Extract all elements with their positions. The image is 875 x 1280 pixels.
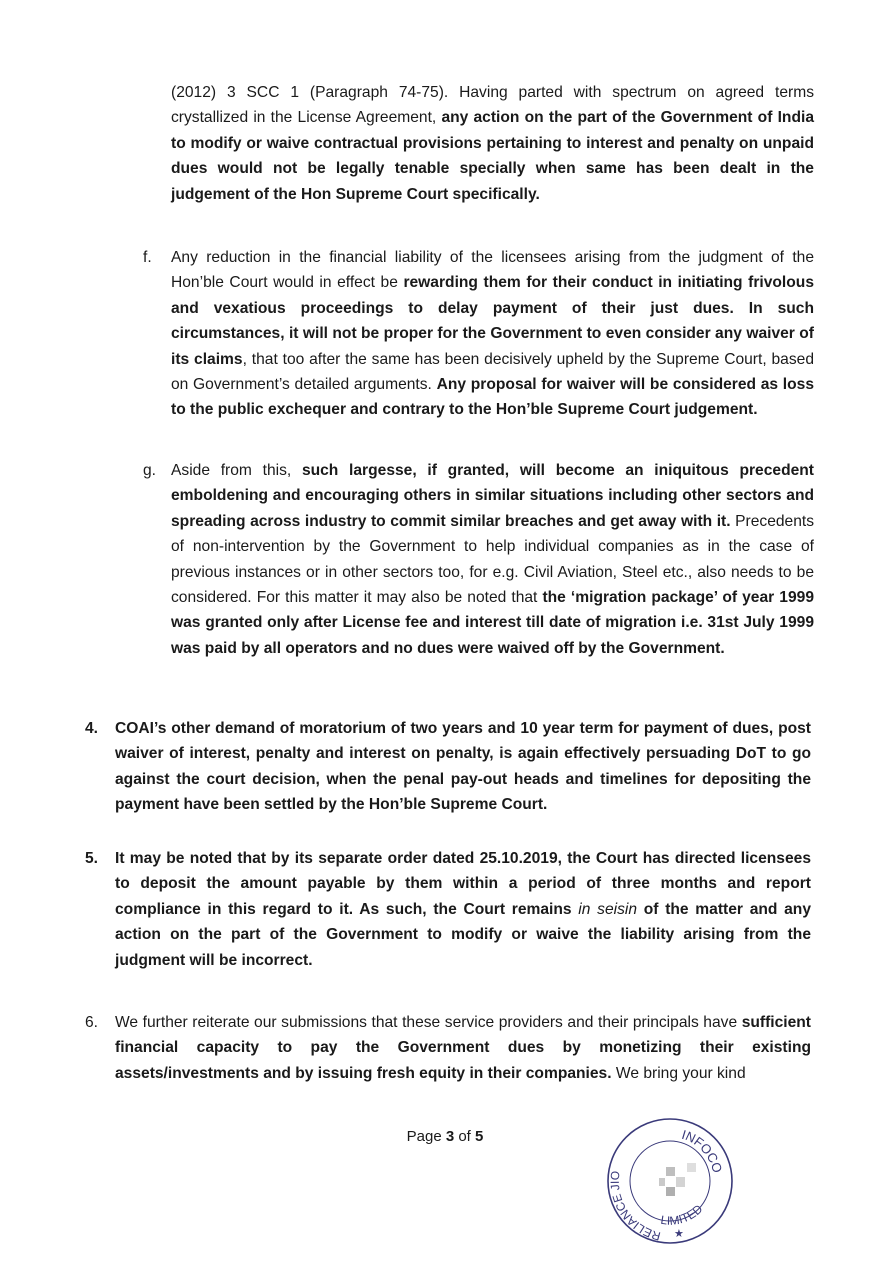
- page-number-current: 3: [445, 1128, 455, 1145]
- paragraph-continuation: [171, 80, 814, 207]
- item-5-text-1: It may be noted that by its separate order dated 25.10.2019, the Court has directed licensees to deposit the amount payable by them within a period of three months and report compliance in this regard to it. As such, the Court remains: [115, 850, 811, 918]
- item-f-text-2: rewarding them for their conduct in initiating frivolous and vexatious proceedings to delay payment of their just dues. In such circumstances, it will not be proper for the Government to even consider any waiver of its claims: [171, 274, 814, 368]
- item-5-text-3: of the matter and any action on the part of the Government to modify or waive the liability arising from the judgment will be incorrect.: [115, 900, 812, 969]
- item-g-text-3: Precedents of non-intervention by the Government to help individual companies as in the case of previous instances or in other sectors too, for e.g. Civil Aviation, Steel etc., also needs to be considered. For this matter it may also be noted that: [171, 512, 815, 607]
- item-f-marker: f.: [143, 249, 152, 266]
- continuation-text-regular: (2012) 3 SCC 1 (Paragraph 74-75). Having parted with spectrum on agreed terms crystallized in the License Agreement,: [171, 84, 814, 127]
- page-number-of: of: [454, 1128, 476, 1145]
- seal-group: [608, 1119, 732, 1243]
- company-seal-stamp: [604, 1115, 736, 1247]
- item-f-text-4: Any proposal for waiver will be considered as loss to the public exchequer and contrary to the Hon’ble Supreme Court judgement.: [171, 376, 814, 419]
- paragraph-item-5: [115, 846, 811, 973]
- paragraph-item-f: [171, 245, 814, 423]
- paragraph-item-g: [171, 458, 814, 661]
- item-6-marker: 6.: [85, 1014, 99, 1031]
- seal-top-text: INFOCO: [680, 1126, 726, 1175]
- page-number-prefix: Page: [406, 1128, 446, 1145]
- item-4-marker: 4.: [85, 720, 99, 737]
- continuation-text-bold: any action on the part of the Government of India to modify or waive contractual provisions pertaining to interest and penalty on unpaid dues would not be legally tenable specially when same has been dealt in the judgement of the Hon Supreme Court specifically.: [171, 109, 814, 203]
- seal-left-text: RELIANCE JIO: [607, 1170, 663, 1244]
- item-f-text-3: , that too after the same has been decisively upheld by the Supreme Court, based on Government’s detailed arguments.: [171, 350, 814, 394]
- item-g-text-4: the ‘migration package’ of year 1999 was granted only after License fee and interest till date of migration i.e. 31st July 1999 was paid by all operators and no dues were waived off by the Government.: [171, 589, 814, 657]
- seal-star-icon: ★: [674, 1227, 684, 1240]
- item-6-text-3: We bring your kind: [611, 1064, 746, 1082]
- item-g-text-2: such largesse, if granted, will become an iniquitous precedent emboldening and encouraging others in similar situations including other sectors and spreading across industry to commit similar breaches and get away with it.: [171, 462, 814, 530]
- paragraph-item-4: COAI’s other demand of moratorium of two years and 10 year term for payment of dues, post waiver of interest, penalty and interest on penalty, is again effectively persuading DoT to go against the court decision, when the penal pay-out heads and timelines for depositing the payment have been settled by the Hon’ble Supreme Court.: [115, 720, 811, 814]
- item-g-marker: g.: [143, 462, 157, 479]
- item-6-text-1: We further reiterate our submissions that these service providers and their principals have: [115, 1014, 742, 1031]
- page-number: [380, 1128, 510, 1145]
- item-5-marker: 5.: [85, 850, 99, 867]
- item-5-text-italic: in seisin: [578, 900, 638, 918]
- paragraph-item-6: [115, 1010, 811, 1086]
- item-f-text-1: Any reduction in the financial liability of the licensees arising from the judgment of the Hon’ble Court would in effect be: [171, 249, 814, 292]
- item-6-text-2: sufficient financial capacity to pay the Government dues by monetizing their existing assets/investments and by issuing fresh equity in their companies.: [115, 1014, 811, 1082]
- seal-bottom-text: LIMITED: [659, 1201, 706, 1228]
- item-g-text-1: Aside from this,: [171, 462, 302, 479]
- page-number-total: 5: [475, 1128, 484, 1145]
- seal-redacted-center: [659, 1163, 696, 1196]
